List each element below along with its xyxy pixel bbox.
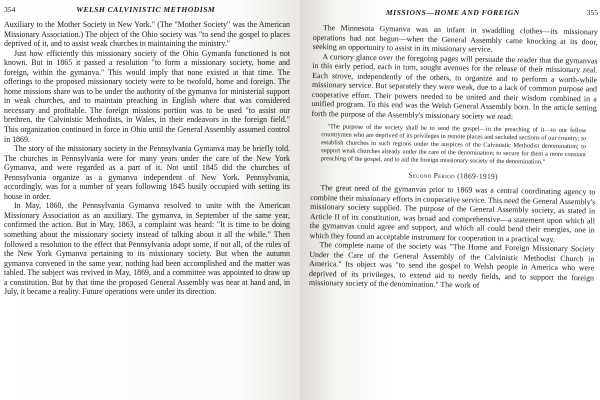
paragraph: Auxiliary to the Mother Society in New York." (The "Mother Society" was the American Missionary Association.) The object of the Ohio society was "to send the gospel to places deprived of it, and to assist weak churches in maintaining the ministry." xyxy=(4,20,290,49)
paragraph: A cursory glance over the foregoing pages will persuade the reader that the gymanvas in this early period, each in turn, sought avenues for the release of their missionary zeal. Each strove, independently of the others, to organize and to perform a worth-while missionary service. But separately they were weak, due to a lack of common purpose and cooperative effort. Their powers needed to be united and their wisdom combined in a unified program. To this end was the Welsh General Assembly born. In the article setting forth the purpose of the Assembly's missionary society we read: xyxy=(311,51,598,121)
paragraph: The complete name of the society was "The Home and Foreign Missionary Society Under the Care of the General Assembly of the Calvinistic Methodist Church in America." Its object was "to send the gospel to Welsh people in America who were deprived of its privileges, to extend aid to needy fields, and to support the foreign missionary society of the denomination." The work of xyxy=(308,240,595,290)
right-running-head xyxy=(313,8,598,20)
paragraph: The Minnesota Gymanva was an infant in swaddling clothes—its missionary operations had not begun—when the General Assembly came knocking at its door, seeking an opportunity to assist in its missionary service. xyxy=(312,23,598,54)
paragraph: Just how efficiently this missionary society of the Ohio Gymanfa functioned is not known. But in 1865 it passed a resolution "to form a missionary society, home and foreign, within the gymanva." This would imply that none existed at that time. The offerings to the proposed missionary society were to be twofold, home and foreign. The home missions share was to be under the authority of the gymanva for ministerial support in weak churches, and to maintain preaching in English where that was considered necessary and profitable. The foreign missions portion was to be used "to assist our brethren, the Calvinistic Methodists, in Wales, in their endeavors in the foreign field." This organization continued in force in Ohio until the General Assembly assumed control in 1869. xyxy=(4,48,290,144)
left-page-number: 354 xyxy=(4,5,16,14)
paragraph: In May, 1860, the Pennsylvania Gymanva resolved to unite with the American Missionary Association as an auxiliary. The gymanva, in September of the same year, confirmed the action. But in May, 1863, a complaint was heard: "It is time to be doing something about the missionary society instead of talking about it all the while." Then followed a resolution to the effect that Pennsylvania adopt some, if not all, of the rules of the New York Gymanva pertaining to its missionary society. But when the autumn gymanva convened in the same year, nothing had been accomplished and the matter was tabled. The subject was revived in May, 1869, and a committee was appointed to draw up a constitution. But by that time the proposed General Assembly was near at hand and, in July, it became a reality. Future operations were under its direction. xyxy=(4,201,290,297)
right-body-text xyxy=(309,23,598,292)
right-running-title: MISSIONS—HOME AND FOREIGN xyxy=(385,8,520,17)
paragraph: The story of the missionary society in the Pennsylvania Gymanva may be briefly told. The churches in Pennsylvania were for many years under the care of the New York Gymanva, and were regarded as a part of it. Not until 1845 did the churches of Pennsylvania organize as a gymanva independent of New York. Pennsylvania, accordingly, was for a number of years following 1845 busily occupied with setting its house in order. xyxy=(4,144,290,201)
right-page-number: 355 xyxy=(586,8,598,17)
section-heading: Second Period (1869-1919) xyxy=(408,170,498,181)
block-quote: "The purpose of the society shall be to send the gospel—in the preaching of it—to our fellow countrymen who are deprived of its privileges in remote places and secluded sections of our country; to establish churches in such regions under the auspices of the Calvinistic Methodist denomination; to support weak churches already under the care of the denomination; to secure for them a more constant preaching of the gospel, and to aid the foreign missionary society of the denomination." xyxy=(320,123,587,166)
left-body-text xyxy=(4,20,290,297)
left-running-head xyxy=(4,5,290,17)
left-running-title: WELSH CALVINISTIC METHODISM xyxy=(76,5,216,14)
paragraph: The great need of the gymanvas prior to 1869 was a central coordinating agency to combine their missionary efforts in cooperative service. This need the General Assembly's missionary society supplied. The purpose of the General Assembly society, as stated in Article II of its constitution, was broad and comprehensive—a statement upon which all the gymanvas could agree and support, and which all could bend their energies, one in which they found an acceptable instrument for cooperation in a practical way. xyxy=(309,183,596,244)
right-page xyxy=(300,0,600,400)
